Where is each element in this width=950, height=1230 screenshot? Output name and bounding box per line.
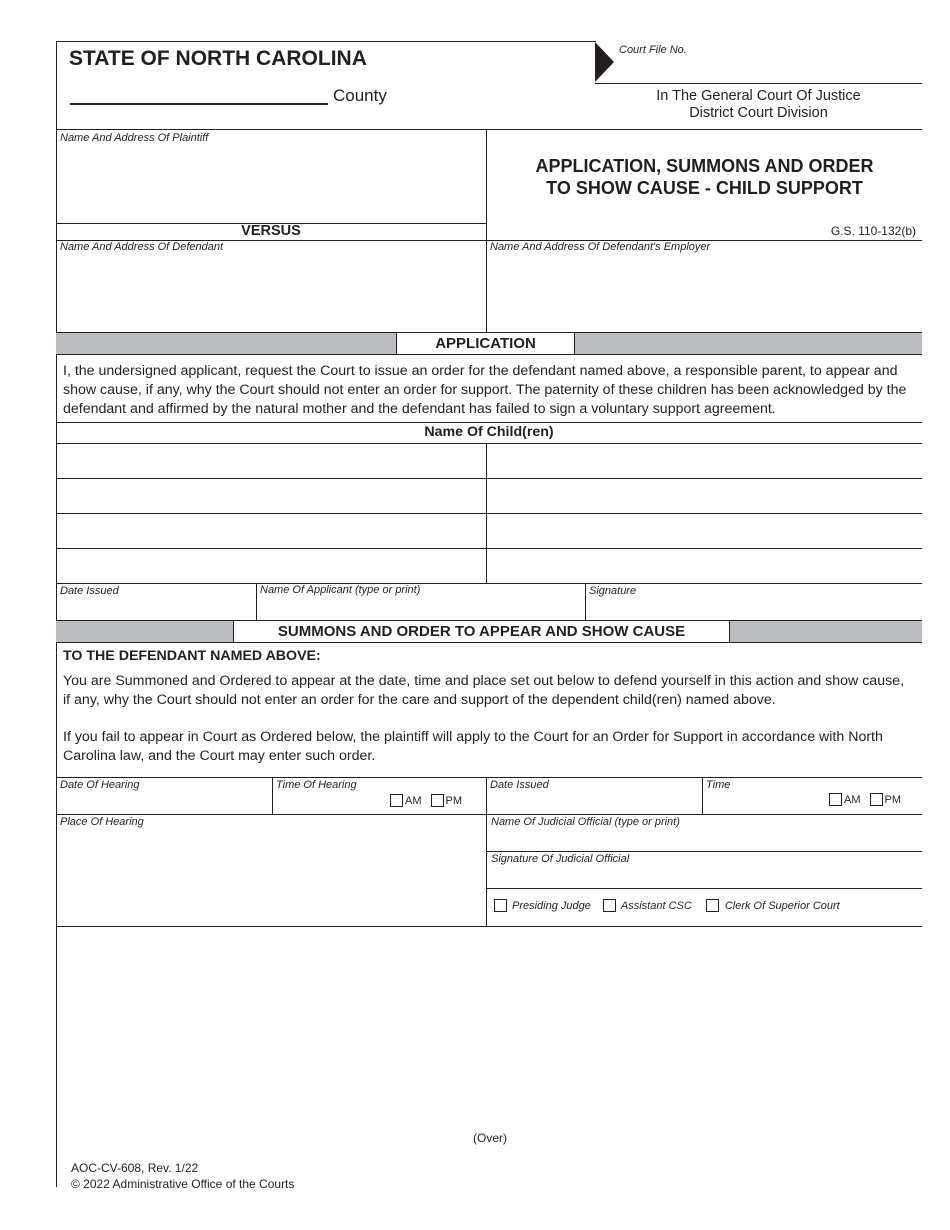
applicant-name-field[interactable] (257, 597, 584, 619)
application-text: I, the undersigned applicant, request the Court to issue an order for the defendant named above, a responsible parent, to appear and show cause, if any, why the Court should not enter an order for support. The paternity of these children has been acknowledged by the defendant and affirmed by the natural mother and the defendant has failed to sign a voluntary support agreement. (63, 363, 907, 417)
summons-date-issued-label: Date Issued (490, 779, 549, 791)
applicant-name-label: Name Of Applicant (type or print) (260, 584, 421, 596)
court-line-1: In The General Court Of Justice (656, 88, 861, 104)
issued-ampm (829, 793, 910, 806)
application-heading: APPLICATION (396, 333, 575, 354)
hearing-am-checkbox[interactable] (390, 794, 403, 807)
divider (272, 777, 273, 814)
issued-am-checkbox[interactable] (829, 793, 842, 806)
child-name-field[interactable] (57, 549, 485, 582)
pm-label: PM (445, 794, 462, 807)
date-hearing-field[interactable] (57, 792, 271, 813)
form-title-line-2: TO SHOW CAUSE - CHILD SUPPORT (546, 178, 863, 198)
am-label: AM (405, 794, 422, 807)
divider (56, 583, 922, 584)
statute-ref: G.S. 110-132(b) (830, 224, 916, 238)
issued-pm-checkbox[interactable] (870, 793, 883, 806)
court-line-2: District Court Division (689, 105, 828, 121)
copyright: © 2022 Administrative Office of the Courts (71, 1177, 295, 1191)
time-label: Time (706, 779, 731, 791)
county-blank[interactable] (70, 103, 328, 105)
clerk-superior-court-checkbox[interactable] (706, 899, 719, 912)
arrow-marker-icon (595, 42, 615, 84)
pm-label: PM (884, 793, 901, 806)
child-name-field[interactable] (57, 444, 485, 477)
divider (486, 888, 922, 889)
plaintiff-label: Name And Address Of Plaintiff (60, 132, 209, 144)
form-title-line-1: APPLICATION, SUMMONS AND ORDER (535, 156, 874, 176)
signature-field[interactable] (586, 597, 921, 619)
child-name-field[interactable] (487, 549, 921, 582)
divider (486, 851, 922, 852)
employer-field[interactable] (487, 254, 921, 331)
judicial-signature-label: Signature Of Judicial Official (491, 853, 630, 865)
place-hearing-label: Place Of Hearing (60, 816, 144, 828)
presiding-judge-label: Presiding Judge (512, 899, 591, 912)
divider (56, 642, 922, 643)
divider (56, 777, 922, 778)
judicial-name-label: Name Of Judicial Official (type or print) (491, 816, 680, 828)
summons-heading: SUMMONS AND ORDER TO APPEAR AND SHOW CAUSE (233, 621, 730, 642)
judicial-signature-field[interactable] (487, 866, 921, 888)
hearing-pm-checkbox[interactable] (431, 794, 444, 807)
clerk-superior-court-label: Clerk Of Superior Court (724, 899, 840, 912)
court-file-label: Court File No. (619, 44, 687, 56)
child-name-field[interactable] (57, 479, 485, 512)
time-hearing-label: Time Of Hearing (276, 779, 357, 791)
child-name-field[interactable] (487, 479, 921, 512)
hearing-ampm (390, 794, 471, 807)
divider (56, 129, 922, 130)
child-name-field[interactable] (57, 514, 485, 547)
application-date-field[interactable] (57, 597, 255, 619)
divider (56, 354, 922, 355)
assistant-csc-checkbox[interactable] (603, 899, 616, 912)
presiding-judge-checkbox[interactable] (494, 899, 507, 912)
child-name-field[interactable] (487, 514, 921, 547)
court-file-line[interactable] (595, 83, 922, 84)
defendant-label: Name And Address Of Defendant (60, 241, 224, 253)
divider (702, 777, 703, 814)
date-hearing-label: Date Of Hearing (60, 779, 140, 791)
state-title: STATE OF NORTH CAROLINA (69, 47, 367, 70)
official-title-options (494, 899, 852, 912)
children-heading: Name Of Child(ren) (424, 424, 554, 440)
county-label: County (333, 86, 387, 105)
judicial-name-field[interactable] (487, 829, 921, 851)
place-hearing-field[interactable] (57, 829, 485, 925)
court-division (595, 88, 922, 122)
employer-label: Name And Address Of Defendant's Employer (490, 241, 711, 253)
defendant-field[interactable] (57, 254, 485, 331)
summons-date-field[interactable] (487, 792, 701, 813)
divider (56, 422, 922, 423)
divider (56, 814, 922, 815)
assistant-csc-label: Assistant CSC (620, 899, 692, 912)
form-footer (71, 1160, 294, 1192)
signature-label: Signature (589, 585, 637, 597)
summons-paragraph-1: You are Summoned and Ordered to appear at the date, time and place set out below to defend yourself in this action and show cause, if any, why the Court should not enter an order for the care and support of the dependent child(ren) named above. (63, 673, 905, 708)
child-name-field[interactable] (487, 444, 921, 477)
plaintiff-field[interactable] (57, 144, 485, 222)
versus-label: VERSUS (241, 223, 301, 239)
top-border (56, 41, 596, 42)
to-defendant-heading: TO THE DEFENDANT NAMED ABOVE: (63, 648, 321, 664)
form-title (487, 155, 922, 199)
am-label: AM (844, 793, 861, 806)
divider (56, 926, 922, 927)
over-note: (Over) (473, 1131, 507, 1145)
form-id: AOC-CV-608, Rev. 1/22 (71, 1161, 199, 1175)
summons-paragraph-2: If you fail to appear in Court as Ordered below, the plaintiff will apply to the Court for an Order for Support in accordance with North Carolina law, and the Court may enter such order. (63, 729, 883, 764)
application-date-issued-label: Date Issued (60, 585, 119, 597)
